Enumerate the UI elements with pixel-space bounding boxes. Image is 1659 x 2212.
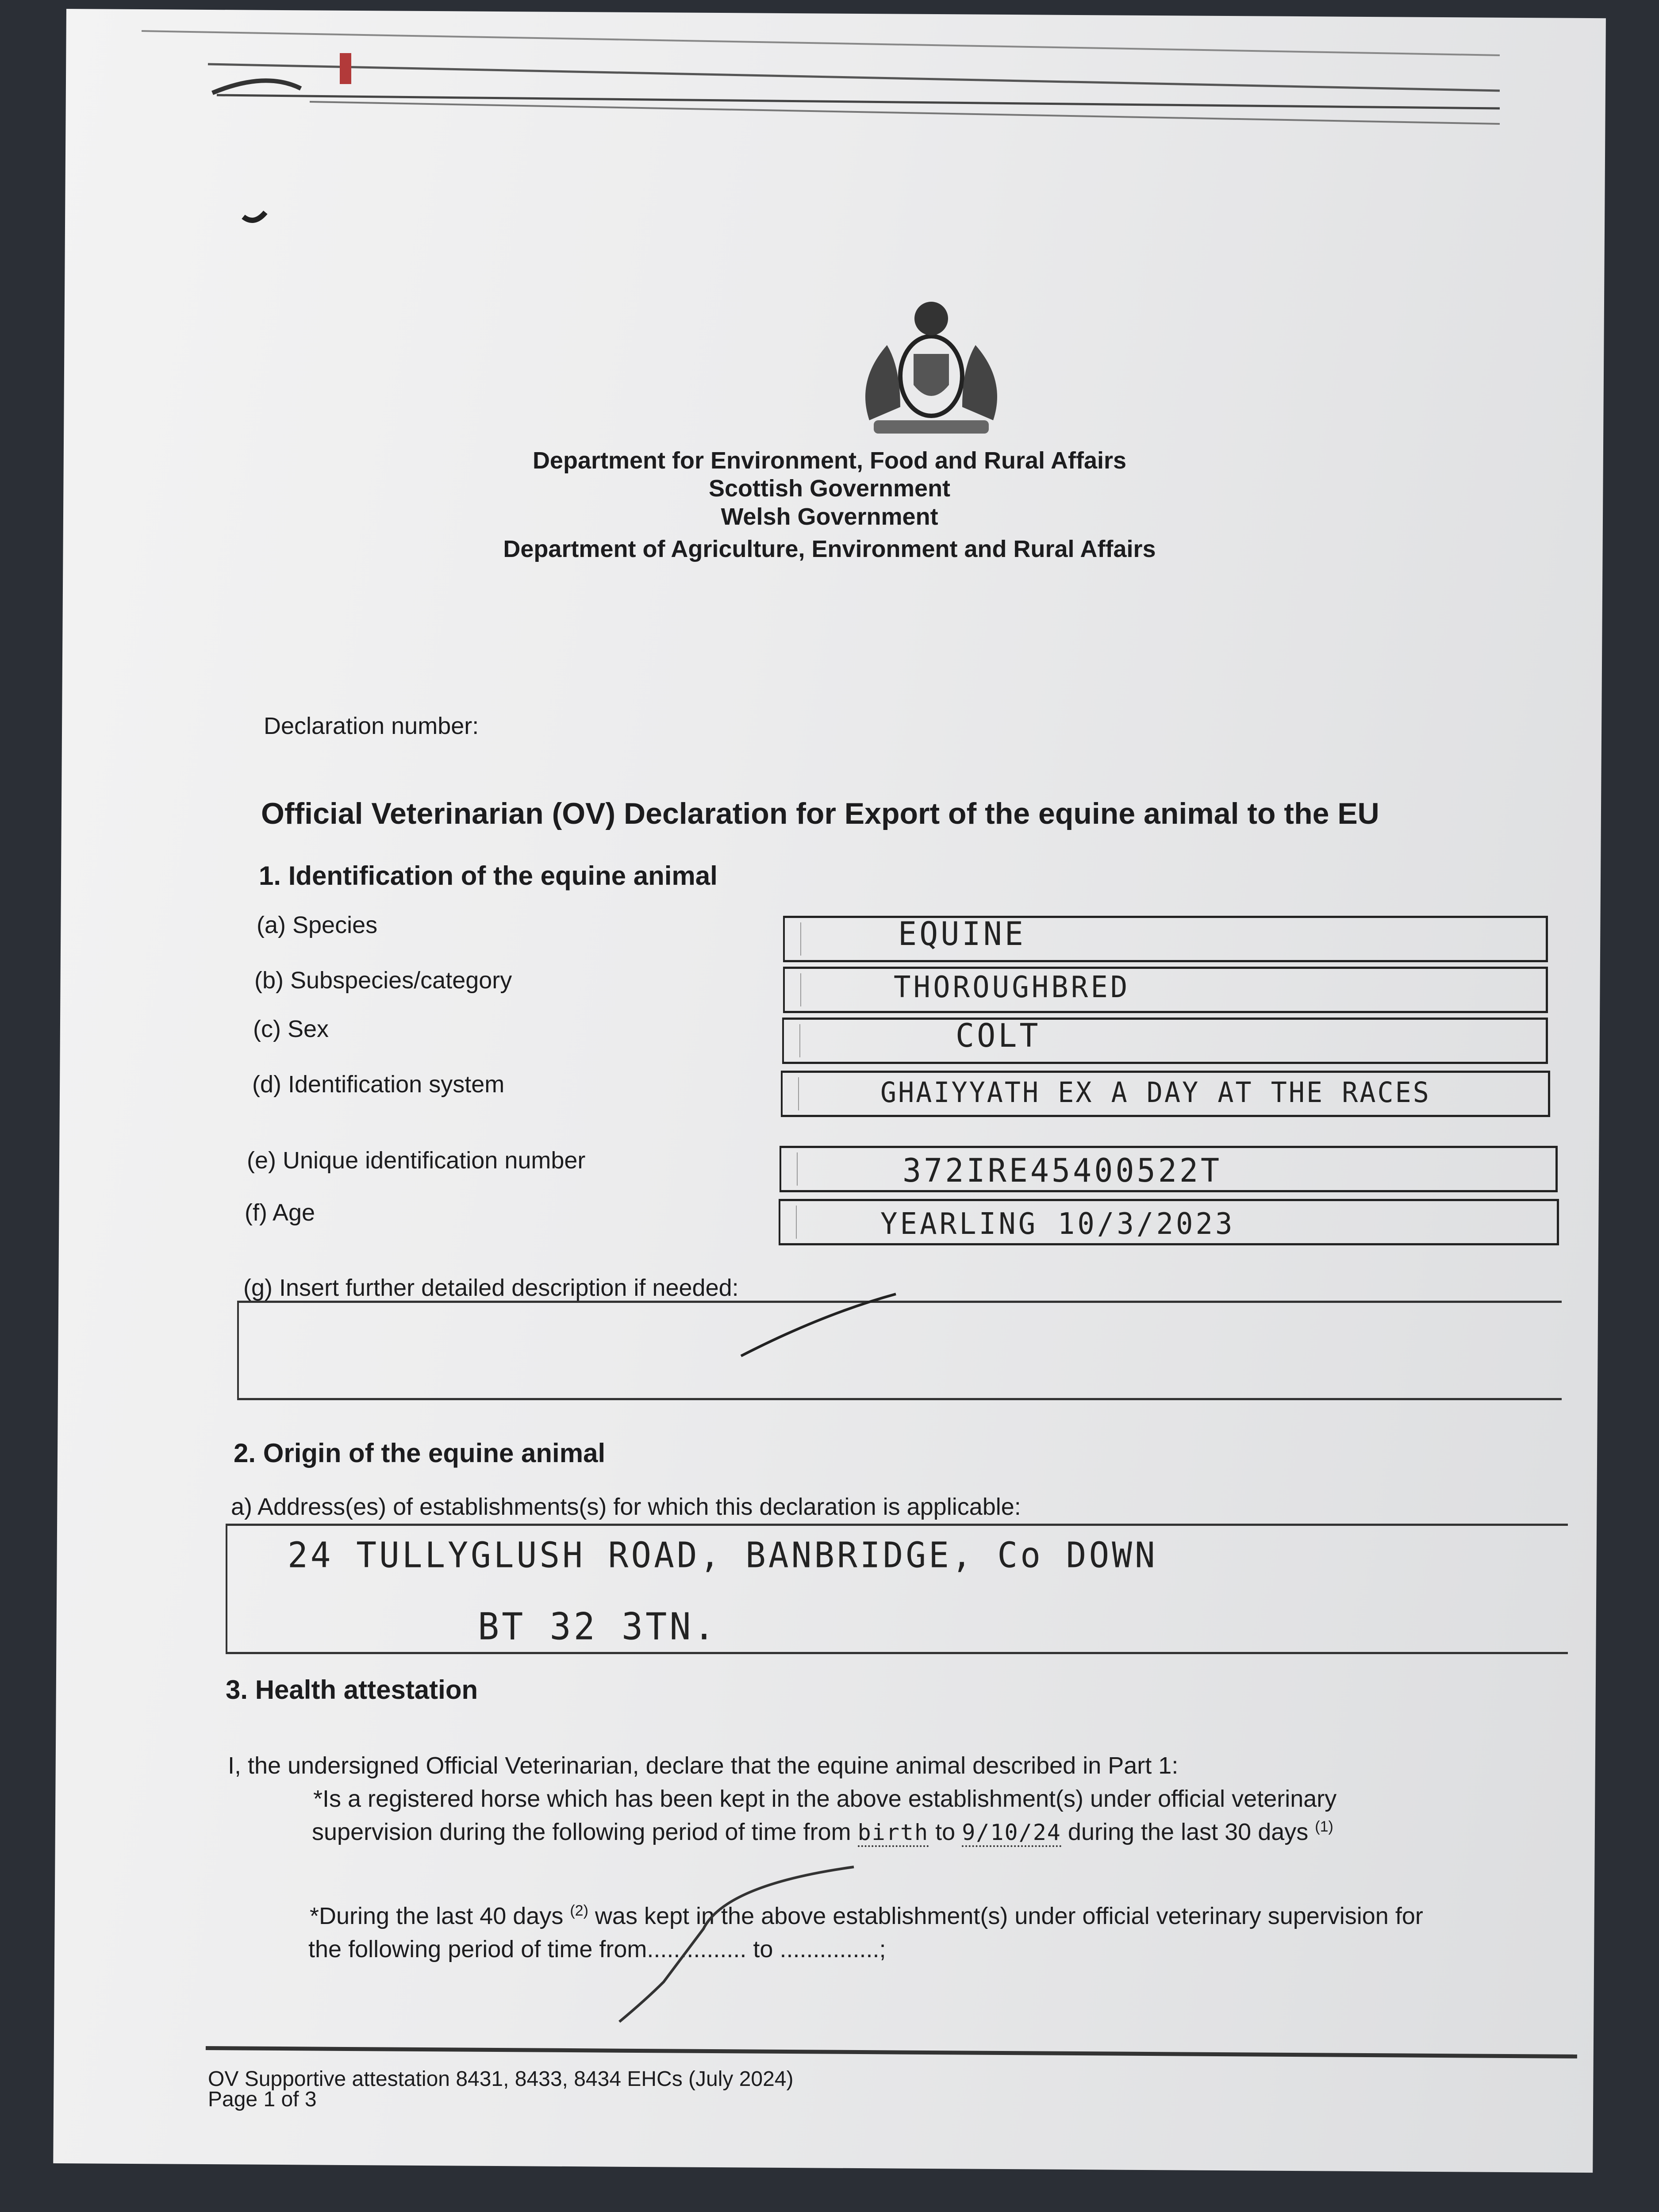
section3-heading: 3. Health attestation [226, 1675, 478, 1705]
p1-text-a: supervision during the following period of time from [312, 1819, 858, 1845]
address-line-1: 24 TULLYGLUSH ROAD, BANBRIDGE, Co DOWN [288, 1534, 1158, 1576]
royal-crest-logo [838, 292, 1024, 438]
age-value: YEARLING 10/3/2023 [880, 1207, 1235, 1241]
footer-reference: OV Supportive attestation 8431, 8433, 8434 EHCs (July 2024) [208, 2067, 794, 2091]
section1-heading: 1. Identification of the equine animal [259, 861, 718, 891]
department-welsh-gov: Welsh Government [721, 503, 938, 530]
uin-label: (e) Unique identification number [247, 1147, 586, 1174]
address-label: a) Address(es) of establishments(s) for which this declaration is applicable: [231, 1494, 1021, 1520]
sex-field[interactable] [782, 1018, 1548, 1064]
sex-value: COLT [956, 1016, 1041, 1055]
subspecies-value: THOROUGHBRED [894, 970, 1130, 1005]
attestation-p1-line2 [312, 1818, 1333, 1846]
identification-system-label: (d) Identification system [252, 1071, 505, 1098]
subspecies-label: (b) Subspecies/category [254, 967, 512, 994]
top-rule-lines [0, 0, 1659, 265]
attestation-p2-line2: the following period of time from............... to ...............; [308, 1936, 886, 1962]
department-scottish-gov: Scottish Government [708, 475, 951, 502]
uin-value: 372IRE45400522T [902, 1151, 1222, 1190]
page-number: Page 1 of 3 [208, 2088, 317, 2111]
sex-label: (c) Sex [253, 1016, 329, 1042]
department-defra: Department for Environment, Food and Rural Affairs [532, 447, 1127, 474]
address-line-2: BT 32 3TN. [478, 1605, 718, 1648]
p1-text-c: during the last 30 days [1061, 1819, 1315, 1845]
p1-text-b: to [929, 1819, 962, 1845]
strike-through-mark [734, 1287, 911, 1363]
p2-text-b: was kept in the above establishment(s) under official veterinary supervision for [588, 1903, 1423, 1929]
declaration-number-label: Declaration number: [264, 713, 479, 739]
age-label: (f) Age [245, 1199, 315, 1226]
p1-footnote: (1) [1315, 1818, 1333, 1835]
p2-text-a: *During the last 40 days [310, 1903, 570, 1929]
p1-to-date[interactable]: 9/10/24 [962, 1820, 1061, 1847]
attestation-intro: I, the undersigned Official Veterinarian, declare that the equine animal described in Part 1: [228, 1752, 1179, 1779]
p1-from-date[interactable]: birth [858, 1820, 929, 1847]
attestation-p1-line1: *Is a registered horse which has been kept in the above establishment(s) under official veterinary [313, 1786, 1337, 1812]
further-description-label: (g) Insert further detailed description if needed: [243, 1275, 739, 1301]
department-daera: Department of Agriculture, Environment and Rural Affairs [503, 536, 1156, 562]
p2-footnote: (2) [570, 1902, 588, 1919]
section2-heading: 2. Origin of the equine animal [234, 1438, 606, 1468]
identification-system-value: GHAIYYATH EX A DAY AT THE RACES [880, 1076, 1431, 1109]
form-title: Official Veterinarian (OV) Declaration for Export of the equine animal to the EU [261, 797, 1379, 830]
species-value: EQUINE [898, 914, 1026, 953]
p2-strike-through-mark [611, 1858, 876, 2035]
species-label: (a) Species [257, 912, 378, 938]
